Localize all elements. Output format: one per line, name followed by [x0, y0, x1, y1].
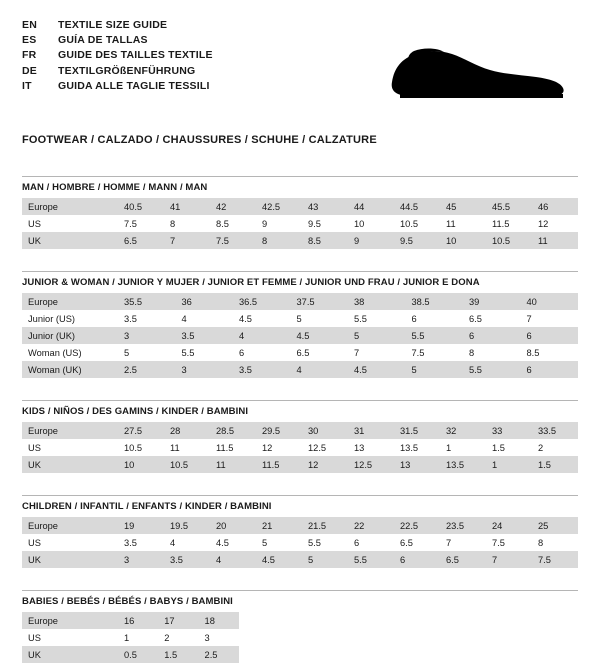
size-cell: 7.5	[411, 347, 425, 358]
size-cell: 12.5	[308, 442, 327, 453]
size-cell: 31.5	[394, 422, 440, 439]
size-cell: 6	[521, 327, 579, 344]
page-header	[22, 18, 578, 118]
size-cell: 35.5	[118, 293, 176, 310]
size-table-junior-woman	[22, 293, 578, 378]
row-label: Europe	[22, 198, 118, 215]
size-cell: 5.5	[308, 537, 321, 548]
row-label: Junior (US)	[28, 313, 76, 324]
size-cell: 6	[463, 327, 521, 344]
size-cell: 11.5	[216, 442, 234, 453]
table-row	[22, 456, 578, 473]
size-cell: 2	[538, 442, 544, 453]
size-cell: 7.5	[210, 232, 256, 249]
size-cell: 13	[394, 456, 440, 473]
size-cell: 7	[486, 551, 532, 568]
size-cell: 5.5	[354, 313, 367, 324]
size-group-junior-woman	[22, 271, 578, 378]
size-cell: 22.5	[394, 517, 440, 534]
size-cell: 3.5	[124, 537, 137, 548]
size-cell: 25	[532, 517, 578, 534]
row-label: US	[28, 218, 41, 229]
size-cell: 1	[446, 442, 452, 453]
size-cell: 3.5	[176, 327, 234, 344]
dress-shoe-icon	[380, 38, 570, 108]
language-title: TEXTILGRÖßENFÜHRUNG	[58, 64, 196, 77]
size-cell: 12	[538, 218, 549, 229]
size-cell: 2.5	[118, 361, 176, 378]
size-cell: 5	[302, 551, 348, 568]
language-code: EN	[22, 19, 37, 31]
size-cell: 7.5	[532, 551, 578, 568]
size-cell: 1.5	[158, 646, 198, 663]
size-cell: 10	[440, 232, 486, 249]
table-row	[22, 215, 578, 232]
row-label: UK	[22, 646, 118, 663]
size-cell: 4.5	[348, 361, 406, 378]
table-row	[22, 551, 578, 568]
size-cell: 46	[532, 198, 578, 215]
size-cell: 28	[164, 422, 210, 439]
language-row	[22, 48, 213, 63]
size-cell: 5.5	[406, 327, 464, 344]
table-row	[22, 534, 578, 551]
size-cell: 4.5	[256, 551, 302, 568]
table-row	[22, 439, 578, 456]
size-cell: 6.5	[400, 537, 413, 548]
size-cell: 4	[210, 551, 256, 568]
size-cell: 6.5	[118, 232, 164, 249]
size-cell: 8	[170, 218, 176, 229]
size-cell: 8	[538, 537, 544, 548]
group-divider	[22, 590, 578, 591]
size-group-children	[22, 495, 578, 568]
size-cell: 4.5	[291, 327, 349, 344]
size-cell: 44	[348, 198, 394, 215]
language-code: DE	[22, 64, 37, 77]
size-cell: 19.5	[164, 517, 210, 534]
size-cell: 6.5	[469, 313, 482, 324]
size-cell: 8	[469, 347, 475, 358]
size-group-babies	[22, 590, 578, 663]
size-cell: 11	[170, 442, 180, 453]
size-cell: 19	[118, 517, 164, 534]
size-cell: 7.5	[492, 537, 505, 548]
size-cell: 9.5	[308, 218, 321, 229]
row-label: UK	[22, 232, 118, 249]
size-cell: 20	[210, 517, 256, 534]
size-cell: 33	[486, 422, 532, 439]
size-cell: 5	[262, 537, 268, 548]
language-title: GUIDE DES TAILLES TEXTILE	[58, 49, 213, 62]
size-table-children	[22, 517, 578, 568]
size-cell: 29.5	[256, 422, 302, 439]
language-row	[22, 64, 213, 79]
row-label: Europe	[22, 612, 118, 629]
size-cell: 10.5	[164, 456, 210, 473]
table-row	[22, 198, 578, 215]
section-title: FOOTWEAR / CALZADO / CHAUSSURES / SCHUHE / CALZATURE	[22, 134, 377, 146]
size-cell: 10	[118, 456, 164, 473]
size-cell: 5.5	[463, 361, 521, 378]
table-row	[22, 327, 578, 344]
size-table-man	[22, 198, 578, 249]
size-cell: 3.5	[233, 361, 291, 378]
size-cell: 40.5	[118, 198, 164, 215]
size-cell: 4	[181, 313, 187, 324]
size-cell: 9	[348, 232, 394, 249]
language-title: GUIDA ALLE TAGLIE TESSILI	[58, 79, 210, 92]
size-cell: 2	[164, 632, 170, 643]
size-cell: 13	[354, 442, 365, 453]
size-cell: 23.5	[440, 517, 486, 534]
size-cell: 8.5	[302, 232, 348, 249]
row-label: US	[28, 632, 41, 643]
size-group-man	[22, 176, 578, 249]
row-label: Woman (UK)	[22, 361, 118, 378]
size-cell: 38	[348, 293, 406, 310]
size-cell: 12	[302, 456, 348, 473]
size-cell: 11	[446, 218, 456, 229]
size-cell: 11.5	[256, 456, 302, 473]
language-code: ES	[22, 34, 37, 47]
size-cell: 6	[239, 347, 245, 358]
language-title: TEXTILE SIZE GUIDE	[58, 19, 168, 31]
size-cell: 12	[262, 442, 273, 453]
table-row	[22, 232, 578, 249]
size-cell: 7.5	[124, 218, 137, 229]
size-cell: 43	[302, 198, 348, 215]
size-cell: 45	[440, 198, 486, 215]
size-cell: 3	[176, 361, 234, 378]
size-cell: 10.5	[124, 442, 143, 453]
size-cell: 39	[463, 293, 521, 310]
size-group-kids	[22, 400, 578, 473]
size-cell: 3.5	[164, 551, 210, 568]
size-cell: 31	[348, 422, 394, 439]
size-cell: 9.5	[394, 232, 440, 249]
size-cell: 36.5	[233, 293, 291, 310]
size-cell: 36	[176, 293, 234, 310]
size-cell: 3	[204, 632, 210, 643]
size-cell: 11	[532, 232, 578, 249]
size-cell: 3	[118, 327, 176, 344]
size-cell: 18	[199, 612, 239, 629]
size-cell: 4	[233, 327, 291, 344]
size-table-babies	[22, 612, 239, 663]
group-title: KIDS / NIÑOS / DES GAMINS / KINDER / BAMBINI	[22, 406, 249, 417]
row-label: Junior (UK)	[22, 327, 118, 344]
size-cell: 4.5	[239, 313, 252, 324]
size-cell: 3.5	[124, 313, 137, 324]
size-cell: 11	[210, 456, 256, 473]
size-cell: 10.5	[400, 218, 419, 229]
group-title: BABIES / BEBÉS / BÉBÉS / BABYS / BAMBINI	[22, 596, 233, 607]
size-cell: 1	[124, 632, 130, 643]
size-cell: 32	[440, 422, 486, 439]
size-cell: 8.5	[216, 218, 229, 229]
table-row	[22, 646, 239, 663]
row-label: US	[28, 537, 41, 548]
size-cell: 44.5	[394, 198, 440, 215]
group-divider	[22, 400, 578, 401]
size-cell: 6	[411, 313, 417, 324]
size-cell: 10.5	[486, 232, 532, 249]
language-title: GUÍA DE TALLAS	[58, 34, 148, 47]
row-label: UK	[22, 456, 118, 473]
table-row	[22, 422, 578, 439]
group-divider	[22, 495, 578, 496]
size-cell: 12.5	[348, 456, 394, 473]
size-cell: 5	[296, 313, 302, 324]
size-cell: 42.5	[256, 198, 302, 215]
size-cell: 10	[354, 218, 365, 229]
row-label: US	[28, 442, 41, 453]
size-cell: 7	[354, 347, 360, 358]
size-cell: 21.5	[302, 517, 348, 534]
table-row	[22, 612, 239, 629]
language-title-list	[22, 18, 213, 94]
size-cell: 6	[394, 551, 440, 568]
size-cell: 6.5	[440, 551, 486, 568]
size-cell: 22	[348, 517, 394, 534]
language-row	[22, 18, 213, 33]
language-row	[22, 33, 213, 48]
size-cell: 1	[486, 456, 532, 473]
size-cell: 9	[262, 218, 268, 229]
group-title: MAN / HOMBRE / HOMME / MANN / MAN	[22, 182, 208, 193]
size-cell: 45.5	[486, 198, 532, 215]
row-label: Europe	[22, 517, 118, 534]
table-row	[22, 629, 239, 646]
size-cell: 37.5	[291, 293, 349, 310]
size-cell: 4	[170, 537, 176, 548]
size-cell: 24	[486, 517, 532, 534]
size-cell: 8	[256, 232, 302, 249]
language-code: FR	[22, 49, 37, 62]
size-cell: 5	[406, 361, 464, 378]
size-cell: 27.5	[118, 422, 164, 439]
row-label: Europe	[22, 422, 118, 439]
size-cell: 6.5	[296, 347, 310, 358]
size-cell: 13.5	[440, 456, 486, 473]
size-cell: 41	[164, 198, 210, 215]
size-cell: 1.5	[492, 442, 505, 453]
size-cell: 7	[526, 313, 532, 324]
row-label: Europe	[22, 293, 118, 310]
size-cell: 5	[348, 327, 406, 344]
size-cell: 6	[521, 361, 579, 378]
size-cell: 13.5	[400, 442, 419, 453]
table-row	[22, 361, 578, 378]
table-row	[22, 310, 578, 327]
size-cell: 11.5	[492, 218, 510, 229]
size-cell: 2.5	[199, 646, 239, 663]
size-cell: 0.5	[118, 646, 158, 663]
size-cell: 8.5	[526, 347, 540, 358]
size-cell: 4.5	[216, 537, 229, 548]
size-cell: 17	[158, 612, 198, 629]
size-cell: 5	[124, 347, 130, 358]
size-cell: 1.5	[532, 456, 578, 473]
group-divider	[22, 176, 578, 177]
row-label: Woman (US)	[28, 347, 82, 358]
size-cell: 30	[302, 422, 348, 439]
size-cell: 33.5	[532, 422, 578, 439]
size-cell: 7	[164, 232, 210, 249]
table-row	[22, 344, 578, 361]
size-cell: 28.5	[210, 422, 256, 439]
size-cell: 7	[446, 537, 452, 548]
size-cell: 4	[291, 361, 349, 378]
language-title-list-body	[22, 18, 213, 94]
group-divider	[22, 271, 578, 272]
size-cell: 5.5	[181, 347, 195, 358]
table-row	[22, 293, 578, 310]
size-cell: 21	[256, 517, 302, 534]
size-cell: 42	[210, 198, 256, 215]
size-cell: 6	[354, 537, 360, 548]
language-row	[22, 79, 213, 94]
language-code: IT	[22, 79, 32, 92]
size-cell: 16	[118, 612, 158, 629]
group-title: CHILDREN / INFANTIL / ENFANTS / KINDER / BAMBINI	[22, 501, 272, 512]
size-cell: 5.5	[348, 551, 394, 568]
size-cell: 38.5	[406, 293, 464, 310]
size-cell: 40	[521, 293, 579, 310]
row-label: UK	[22, 551, 118, 568]
size-table-kids	[22, 422, 578, 473]
size-cell: 3	[118, 551, 164, 568]
group-title: JUNIOR & WOMAN / JUNIOR Y MUJER / JUNIOR ET FEMME / JUNIOR UND FRAU / JUNIOR E DONA	[22, 277, 480, 288]
table-row	[22, 517, 578, 534]
